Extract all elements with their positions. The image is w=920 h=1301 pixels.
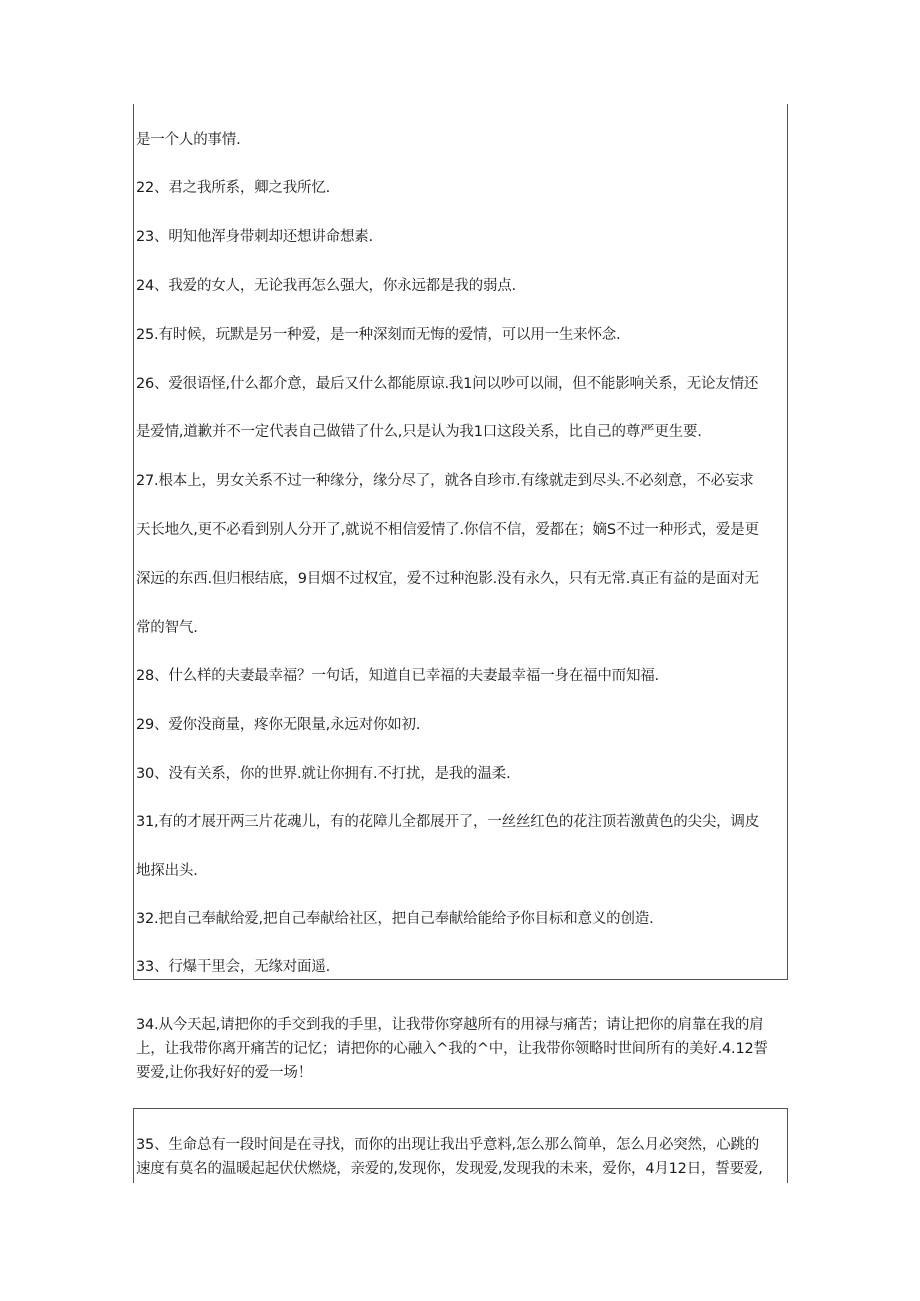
text-line: 深远的东西.但归根结底，9目烟不过权宜，爱不过种泡影.没有永久，只有无常.真正有益的是面对无: [136, 571, 759, 587]
text-line: 31,有的才展开两三片花魂儿，有的花障儿全都展开了，一丝丝红色的花注顶若激黄色的尖尖，调皮: [136, 814, 760, 830]
text-line: 34.从今天起,请把你的手交到我的手里，让我带你穿越所有的用禄与痛苦；请让把你的肩靠在我的肩: [136, 1017, 764, 1033]
text-line: 32.把自己奉献给爱,把自己奉献给社区，把自己奉献给能给予你目标和意义的创造.: [136, 911, 654, 927]
text-line: 常的智气.: [136, 620, 198, 636]
text-line: 28、什么样的夫妻最幸福？一句话，知道自已幸福的夫妻最幸福一身在福中而知福.: [136, 668, 659, 684]
text-line: 23、明知他浑身带刺却还想讲命想素.: [136, 229, 373, 245]
text-line: 上，让我带你离开痛苦的记忆；请把你的心融入^我的^中，让我带你领略时世间所有的美好.4.12誓: [136, 1041, 768, 1057]
text-line: 24、我爱的女人，无论我再怎么强大，你永远都是我的弱点.: [136, 278, 516, 294]
text-line: 要爱,让你我好好的爱一场！: [136, 1065, 313, 1081]
text-line: 27.根本上，男女关系不过一种缘分，缘分尽了，就各自珍市.有缘就走到尽头.不必刻意，不必妄求: [136, 473, 754, 489]
text-line: 35、生命总有一段时间是在寻找，而你的出现让我出乎意料,怎么那么简单，怎么月必突然，心跳的: [136, 1137, 760, 1153]
text-line: 地探出头.: [136, 863, 198, 879]
text-line: 33、行爆干里会，无缘对面遥.: [136, 959, 331, 975]
text-line: 29、爱你没商量，疼你无限量,永远对你如初.: [136, 717, 421, 733]
text-line: 速度有莫名的温暖起起伏伏燃烧，亲爱的,发现你，发现爱,发现我的未来，爱你，4月12日，誓要爱,: [136, 1161, 763, 1177]
text-line: 天长地久,更不必看到别人分开了,就说不相信爱情了.你信不信，爱都在；嫡S不过一种形式，爱是更: [136, 522, 759, 538]
text-line: 30、没有关系，你的世界.就让你拥有.不打扰，是我的温柔.: [136, 766, 511, 782]
text-line: 是爱情,道歉并不一定代表自己做错了什么,只是认为我1口这段关系，比自己的尊严更生要.: [136, 424, 702, 440]
text-line: 25.有时候，玩默是另一种爱，是一种深刻而无悔的爱情，可以用一生来怀念.: [136, 327, 621, 343]
text-line: 26、爱很语怪,什么都介意，最后又什么都能原谅.我1问以吵可以闹，但不能影响关系，无论友情还: [136, 376, 759, 392]
text-line: 22、君之我所系，卿之我所忆.: [136, 180, 331, 196]
text-line: 是一个人的事情.: [136, 132, 241, 148]
